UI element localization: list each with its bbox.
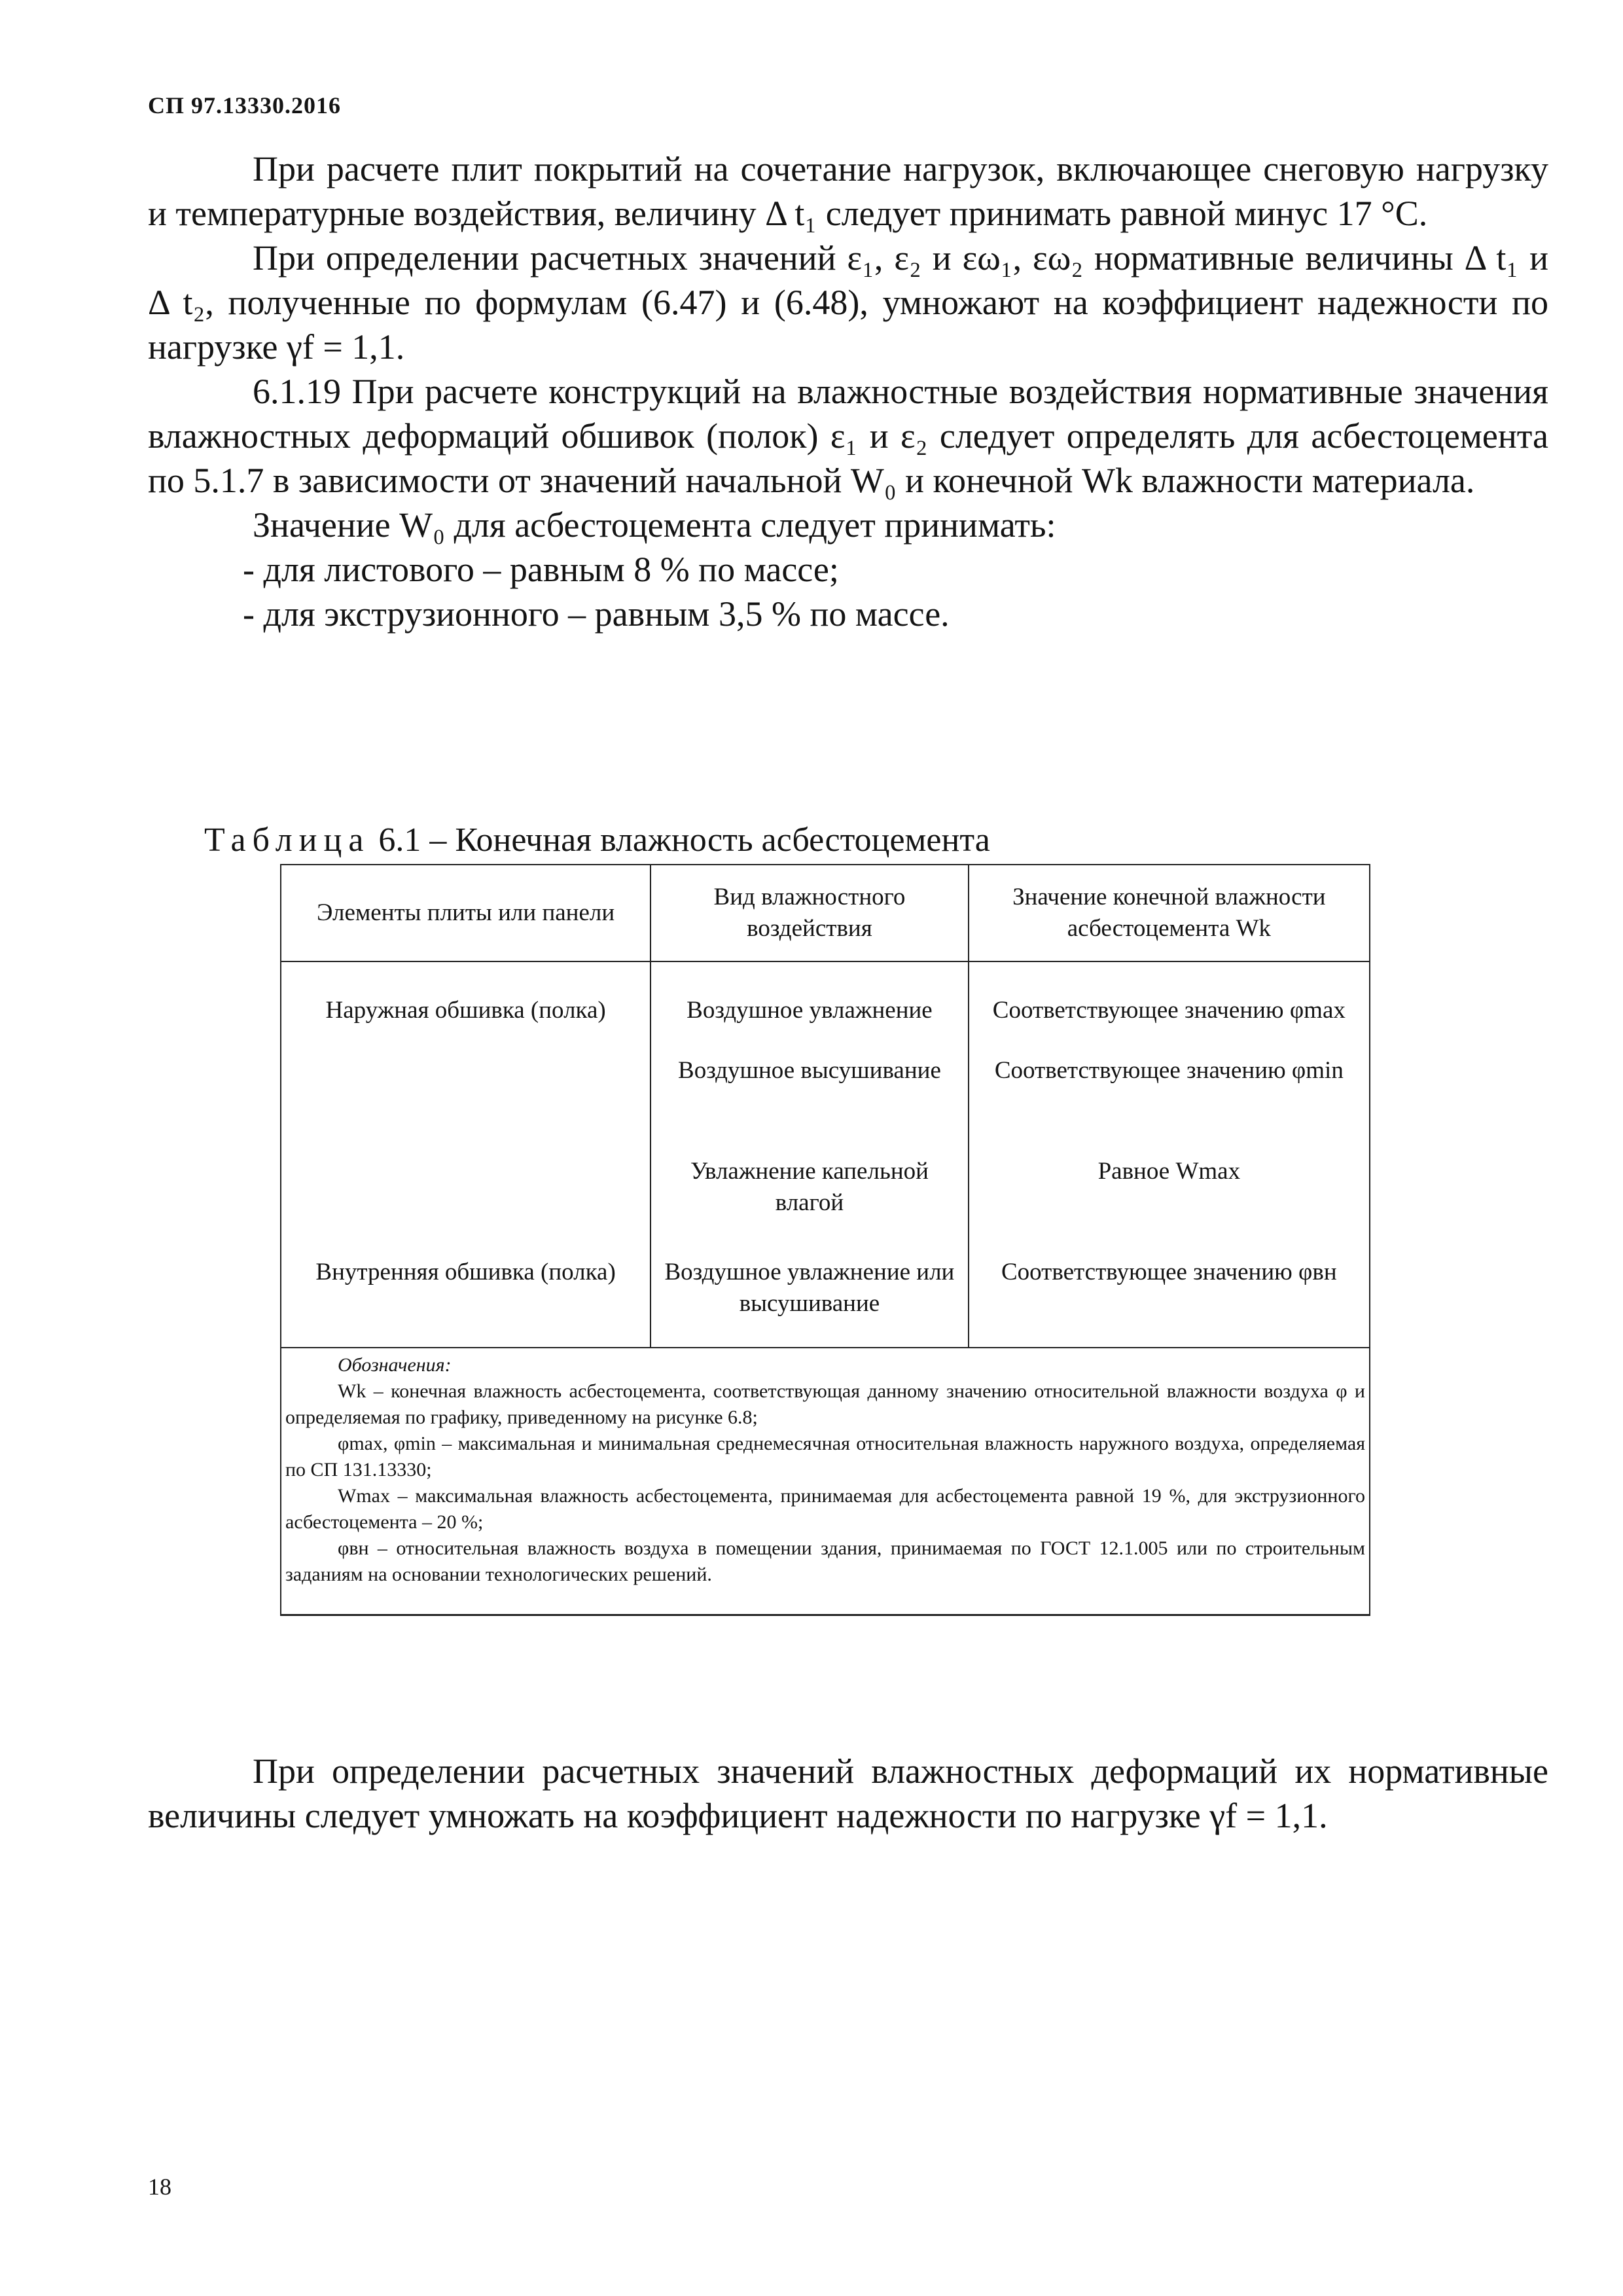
paragraph-clause-6-1-19: 6.1.19 При расчете конструкций на влажностные воздействия нормативные значения влажностных деформаций обшивок (полок) ε₁ и ε₂ следует определять для асбестоцемента по 5.1.7 в зависимости от значений начальной W₀ и конечной Wk влажности материала. bbox=[148, 372, 1548, 500]
table-cell: Наружная обшивка (полка) bbox=[281, 961, 651, 1052]
table-notes bbox=[281, 1348, 1370, 1615]
body-text-top bbox=[148, 147, 1548, 636]
paragraph-reliability-factor: При определении расчетных значений влажностных деформаций их нормативные величины следует умножать на коэффициент надежности по нагрузке γf = 1,1. bbox=[148, 1751, 1548, 1835]
list-item-extrusion: - для экструзионного – равным 3,5 % по массе. bbox=[243, 594, 950, 634]
table-cell: Увлажнение капельной влагой bbox=[651, 1153, 968, 1254]
note-phi-vn: φвн – относительная влажность воздуха в помещении здания, принимаемая по ГОСТ 12.1.005 или по строительным заданиям на основании технологических решений. bbox=[285, 1537, 1365, 1585]
note-phi-max-min: φmax, φmin – максимальная и минимальная среднемесячная относительная влажность наружного воздуха, определяемая по СП 131.13330; bbox=[285, 1433, 1365, 1480]
table-cell: Воздушное высушивание bbox=[651, 1052, 968, 1153]
list-item-sheet: - для листового – равным 8 % по массе; bbox=[243, 550, 839, 589]
table-cell: Соответствующее значению φвн bbox=[969, 1254, 1370, 1348]
table-cell: Воздушное увлажнение или высушивание bbox=[651, 1254, 968, 1348]
table-cell: Воздушное увлажнение bbox=[651, 961, 968, 1052]
body-text-bottom bbox=[148, 1749, 1548, 1838]
table-caption-number: 6.1 bbox=[378, 821, 421, 859]
header-elements: Элементы плиты или панели bbox=[281, 865, 651, 961]
table-cell bbox=[281, 1153, 651, 1254]
table-row bbox=[281, 1254, 1370, 1348]
document-header: СП 97.13330.2016 bbox=[148, 92, 341, 118]
table-caption-title: – Конечная влажность асбестоцемента bbox=[429, 821, 990, 859]
table-cell: Внутренняя обшивка (полка) bbox=[281, 1254, 651, 1348]
page-number: 18 bbox=[148, 2174, 171, 2200]
table-row bbox=[281, 1052, 1370, 1153]
table-header-row bbox=[281, 865, 1370, 961]
table-caption bbox=[204, 821, 990, 859]
table-row bbox=[281, 961, 1370, 1052]
table-caption-prefix: Таблица bbox=[204, 821, 370, 859]
header-final-moisture: Значение конечной влажности асбестоцемента Wk bbox=[969, 865, 1370, 961]
table-row bbox=[281, 1153, 1370, 1254]
table-notes-row bbox=[281, 1348, 1370, 1615]
note-wmax: Wmax – максимальная влажность асбестоцемента, принимаемая для асбестоцемента равной 19 %, для экструзионного асбестоцемента – 20 %; bbox=[285, 1485, 1365, 1533]
notes-title: Обозначения: bbox=[338, 1354, 452, 1376]
table-cell: Соответствующее значению φmax bbox=[969, 961, 1370, 1052]
paragraph-w0-value: Значение W₀ для асбестоцемента следует принимать: bbox=[253, 505, 1056, 545]
header-impact-type: Вид влажностного воздействия bbox=[651, 865, 968, 961]
note-wk: Wk – конечная влажность асбестоцемента, соответствующая данному значению относительной влажности воздуха φ и определяемая по графику, приведенному на рисунке 6.8; bbox=[285, 1380, 1365, 1428]
table-cell: Соответствующее значению φmin bbox=[969, 1052, 1370, 1153]
paragraph-calculated-values: При определении расчетных значений ε₁, ε₂ и εω₁, εω₂ нормативные величины Δ t₁ и Δ t₂, полученные по формулам (6.47) и (6.48), умножают на коэффициент надежности по нагрузке γf = 1,1. bbox=[148, 238, 1548, 367]
table-cell bbox=[281, 1052, 651, 1153]
table-cell: Равное Wmax bbox=[969, 1153, 1370, 1254]
paragraph-snow-load: При расчете плит покрытий на сочетание нагрузок, включающее снеговую нагрузку и температурные воздействия, величину Δ t₁ следует принимать равной минус 17 °С. bbox=[148, 149, 1548, 233]
moisture-table bbox=[280, 864, 1370, 1616]
